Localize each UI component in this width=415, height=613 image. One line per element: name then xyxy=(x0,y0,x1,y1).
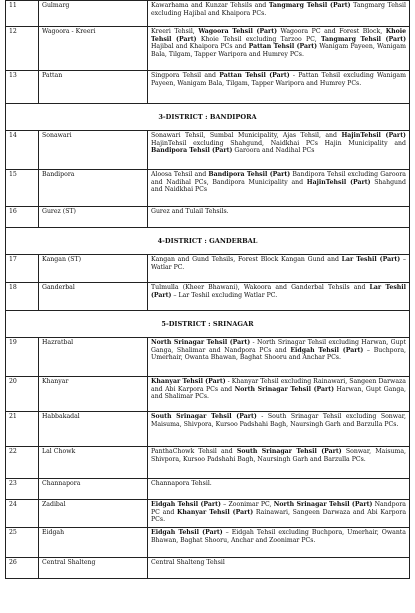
table-row xyxy=(6,338,410,377)
bold-tehsil-text: South Srinagar Tehsil (Part) xyxy=(151,413,257,421)
constituency-name: Gurez (ST) xyxy=(39,207,148,228)
constituency-name: Eidgah xyxy=(39,528,148,558)
constituency-extent xyxy=(148,338,410,377)
extent-text: Sonawari Tehsil, Sumbal Municipality, Ajas Tehsil, and xyxy=(151,132,342,140)
constituency-name: Sonawari xyxy=(39,131,148,170)
constituency-name: Central Shalteng xyxy=(39,558,148,579)
bold-tehsil-text: Pattan Tehsil (Part) xyxy=(219,72,290,79)
constituency-name: Ganderbal xyxy=(39,283,148,311)
constituency-number: 19 xyxy=(6,338,39,377)
extent-text: – Eidgah Tehsil excluding Buchpora, Umerhair, Owanta Bhawan, Baghat Shooru, Anchar and Zoonimar PCs. xyxy=(151,529,406,544)
bold-tehsil-text: Lar Teshil (Part) xyxy=(151,284,406,299)
extent-text: Rainawari, Sangeen Darwaza and Abi Karpora PCs. xyxy=(151,508,407,524)
constituency-extent xyxy=(148,131,410,170)
extent-text: - Khanyar Tehsil excluding Rainawari, Sangeen Darwaza and Abi Karpora PCs and xyxy=(151,378,406,393)
constituency-extent xyxy=(148,207,410,228)
constituency-number: 21 xyxy=(6,412,39,447)
extent-text: - Pattan Tehsil excluding Wanigam Payeen, Wanigam Bala, Tilgam, Tapper Waripora and Humrey PCs. xyxy=(151,72,406,87)
constituency-table-body xyxy=(6,1,410,579)
extent-text: Garoora and Nadihal PCs xyxy=(232,147,315,155)
table-row xyxy=(6,71,410,104)
table-row xyxy=(6,500,410,528)
district-header-row xyxy=(6,228,410,255)
constituency-number: 14 xyxy=(6,131,39,170)
bold-tehsil-text: Eidgah Tehsil (Part) xyxy=(151,529,223,537)
bold-tehsil-text: Tangmarg Tehsil (Part) xyxy=(268,2,351,9)
table-row xyxy=(6,255,410,283)
constituency-extent xyxy=(148,71,410,104)
extent-text: HajinTehsil excluding Shahgund, Naidkhai PCs Hajin Municipality and xyxy=(151,139,406,147)
bold-tehsil-text: HajinTehsil (Part) xyxy=(341,132,406,140)
extent-text: Wagoora PC and Forest Block, xyxy=(277,28,386,35)
constituency-name: Gulmarg xyxy=(39,1,148,27)
constituency-number: 16 xyxy=(6,207,39,228)
constituency-extent xyxy=(148,558,410,579)
extent-text: Singpora Tehsil and xyxy=(151,72,220,79)
constituency-extent xyxy=(148,255,410,283)
district-heading: 5-DISTRICT : SRINAGAR xyxy=(6,311,410,338)
constituency-extent xyxy=(148,479,410,500)
constituency-number: 20 xyxy=(6,377,39,412)
constituency-number: 12 xyxy=(6,27,39,71)
extent-text: Harwan, Gupt Ganga, and Shalimar PCs. xyxy=(151,385,406,401)
extent-text: Kreeri Tehsil, xyxy=(151,28,199,35)
district-heading: 4-DISTRICT : GANDERBAL xyxy=(6,228,410,255)
constituency-name: Wagoora - Kreeri xyxy=(39,27,148,71)
constituency-name: Channapora xyxy=(39,479,148,500)
extent-text: - South Srinagar Tehsil excluding Sonwar, Maisuma, Shivpora, Kursoo Padshahi Bagh, Naursingh Garh and Barzulla PCs. xyxy=(151,413,407,428)
table-row xyxy=(6,27,410,71)
bold-tehsil-text: North Srinagar Tehsil (Part) xyxy=(151,339,251,347)
constituency-extent xyxy=(148,27,410,71)
constituency-number: 15 xyxy=(6,170,39,207)
extent-text: Tangmarg Tehsil excluding Hajibal and Khaipora PCs. xyxy=(151,2,406,17)
table-row xyxy=(6,412,410,447)
constituency-number: 13 xyxy=(6,71,39,104)
table-row xyxy=(6,479,410,500)
bold-tehsil-text: Bandipora Tehsil (Part) xyxy=(151,147,233,155)
extent-text: – Buchpora, Umerhair, Owanta Bhawan, Baghat Shooru and Anchar PCs. xyxy=(151,346,406,362)
constituency-extent xyxy=(148,283,410,311)
table-row xyxy=(6,1,410,27)
table-row xyxy=(6,528,410,558)
constituency-table xyxy=(5,0,410,579)
extent-text: Wanigam Payeen, Wanigam Bala, Tilgam, Tapper Waripora and Humrey PCs. xyxy=(151,43,406,58)
table-row xyxy=(6,447,410,479)
bold-tehsil-text: Lar Teshil (Part) xyxy=(341,256,401,264)
constituency-number: 11 xyxy=(6,1,39,27)
bold-tehsil-text: HajinTehsil (Part) xyxy=(306,178,371,186)
constituency-extent xyxy=(148,1,410,27)
bold-tehsil-text: Khoie Tehsil (Part) xyxy=(151,28,407,43)
bold-tehsil-text: Wagoora Tehsil (Part) xyxy=(198,28,278,35)
table-row xyxy=(6,558,410,579)
constituency-name: Habbakadal xyxy=(39,412,148,447)
extent-text: Central Shalteng Tehsil xyxy=(151,559,225,567)
bold-tehsil-text: Eidgah Tehsil (Part) xyxy=(151,501,221,509)
table-row xyxy=(6,283,410,311)
constituency-extent xyxy=(148,377,410,412)
extent-text: – Lar Teshil excluding Watlar PC. xyxy=(171,291,278,299)
bold-tehsil-text: South Srinagar Tehsil (Part) xyxy=(236,448,342,456)
table-row xyxy=(6,207,410,228)
extent-text: Bandipora Tehsil excluding Garoora and Nadihal PCs, Bandipora Municipality and xyxy=(151,171,406,186)
extent-text: Aloosa Tehsil and xyxy=(151,171,209,179)
extent-text: - North Srinagar Tehsil excluding Harwan, Gupt Ganga, Shalimar and Nandpora PCs and xyxy=(151,339,406,354)
district-heading: 3-DISTRICT : BANDIPORA xyxy=(6,104,410,131)
constituency-extent xyxy=(148,412,410,447)
constituency-name: Khanyar xyxy=(39,377,148,412)
constituency-number: 17 xyxy=(6,255,39,283)
extent-text: Hajibal and Khaipora PCs and xyxy=(151,43,249,51)
table-row xyxy=(6,131,410,170)
bold-tehsil-text: North Srinagar Tehsil (Part) xyxy=(273,501,373,509)
constituency-name: Kangan (ST) xyxy=(39,255,148,283)
bold-tehsil-text: Tangmarg Tehsil (Part) xyxy=(321,35,407,43)
extent-text: Channapora Tehsil. xyxy=(151,480,212,488)
table-row xyxy=(6,170,410,207)
constituency-extent xyxy=(148,170,410,207)
constituency-number: 22 xyxy=(6,447,39,479)
constituency-name: Lal Chowk xyxy=(39,447,148,479)
constituency-extent xyxy=(148,528,410,558)
extent-text: Kangan and Gund Tehsils, Forest Block Kangan Gund and xyxy=(151,256,342,264)
constituency-number: 25 xyxy=(6,528,39,558)
extent-text: Tulmulla (Kheer Bhawani), Wakoora and Ganderbal Tehsils and xyxy=(151,284,370,292)
extent-text: – Zoonimar PC, xyxy=(220,501,274,509)
extent-text: – Watlar PC. xyxy=(151,256,406,271)
constituency-extent xyxy=(148,447,410,479)
constituency-number: 23 xyxy=(6,479,39,500)
district-header-row xyxy=(6,104,410,131)
bold-tehsil-text: North Srinagar Tehsil (Part) xyxy=(234,385,335,393)
constituency-extent xyxy=(148,500,410,528)
extent-text: Kawarhama and Kunzar Tehsils and xyxy=(151,2,269,9)
constituency-name: Pattan xyxy=(39,71,148,104)
table-row xyxy=(6,377,410,412)
constituency-number: 24 xyxy=(6,500,39,528)
bold-tehsil-text: Eidgah Tehsil (Part) xyxy=(290,346,364,354)
extent-text: PanthaChowk Tehsil and xyxy=(151,448,237,456)
extent-text: Gurez and Tulail Tehsils. xyxy=(151,208,229,216)
constituency-number: 26 xyxy=(6,558,39,579)
extent-text: Khoie Tehsil excluding Tarzoo PC, xyxy=(196,35,321,43)
bold-tehsil-text: Khanyar Tehsil (Part) xyxy=(177,508,254,516)
constituency-number: 18 xyxy=(6,283,39,311)
bold-tehsil-text: Khanyar Tehsil (Part) xyxy=(151,378,226,386)
bold-tehsil-text: Bandipora Tehsil (Part) xyxy=(208,171,291,179)
district-header-row xyxy=(6,311,410,338)
extent-text: Shahgund and Naidkhai PCs xyxy=(151,178,406,194)
constituency-name: Hazratbal xyxy=(39,338,148,377)
constituency-name: Bandipora xyxy=(39,170,148,207)
extent-text: Nandpora PC and xyxy=(151,501,406,516)
bold-tehsil-text: Pattan Tehsil (Part) xyxy=(248,43,318,51)
extent-text: Sonwar, Maisuma, Shivpora, Kursoo Padshahi Bagh, Naursingh Garh and Barzulla PCs. xyxy=(151,448,407,463)
constituency-name: Zadibal xyxy=(39,500,148,528)
